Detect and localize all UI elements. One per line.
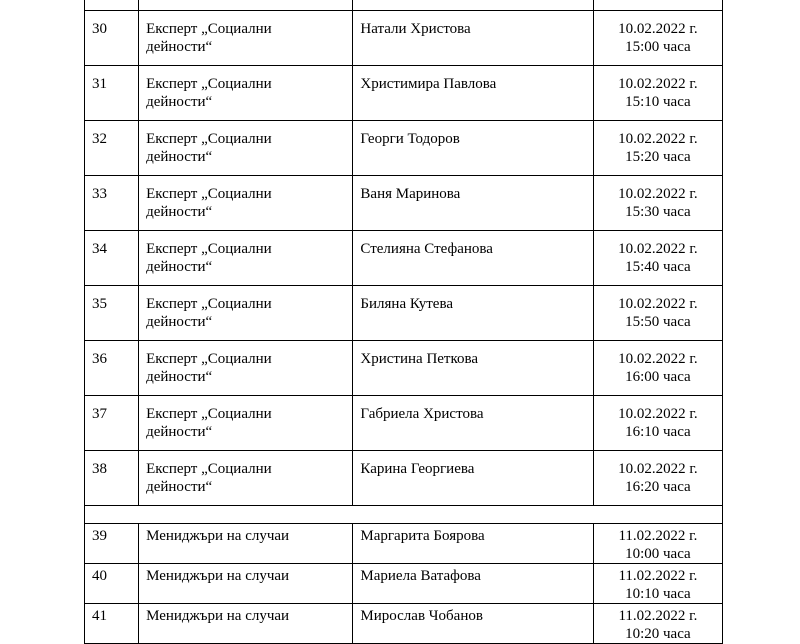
table-row-top-blank: [85, 0, 723, 11]
table-row: [85, 121, 723, 176]
interview-date: 10.02.2022 г.: [618, 406, 698, 422]
interview-time: 15:30 часа: [625, 204, 691, 220]
row-number: [85, 604, 139, 644]
row-number-text: 40: [92, 568, 107, 584]
candidate-name: [353, 286, 593, 341]
table-row: [85, 604, 723, 644]
interview-time: 16:20 часа: [625, 479, 691, 495]
interview-datetime: [593, 604, 722, 644]
position-line-1: Експерт „Социални: [146, 241, 272, 257]
position-line-1: Мениджъри на случаи: [146, 568, 290, 584]
position-cell: [139, 66, 353, 121]
position-line-2: дейности“: [146, 39, 213, 55]
row-number: [85, 524, 139, 564]
interview-date: 11.02.2022 г.: [618, 568, 698, 584]
interview-datetime: [593, 11, 722, 66]
interview-datetime: [593, 564, 722, 604]
position-cell: [139, 121, 353, 176]
position-cell: [139, 341, 353, 396]
candidate-name-text: Ваня Маринова: [360, 186, 461, 202]
table-row: [85, 451, 723, 506]
interview-date: 11.02.2022 г.: [618, 608, 698, 624]
candidate-name-text: Георги Тодоров: [360, 131, 460, 147]
candidate-name-text: Стелияна Стефанова: [360, 241, 493, 257]
table-row: [85, 341, 723, 396]
row-number-text: 38: [92, 461, 107, 477]
candidate-name-text: Мирослав Чобанов: [360, 608, 483, 624]
row-number-text: 41: [92, 608, 107, 624]
position-cell: [139, 604, 353, 644]
candidate-name: [353, 176, 593, 231]
position-line-1: Експерт „Социални: [146, 351, 272, 367]
interview-time: 10:00 часа: [625, 546, 691, 562]
row-number: [85, 11, 139, 66]
interview-time: 16:10 часа: [625, 424, 691, 440]
candidate-name: [353, 604, 593, 644]
position-cell: [139, 231, 353, 286]
interview-time: 15:00 часа: [625, 39, 691, 55]
candidate-name: [353, 564, 593, 604]
interview-datetime: [593, 176, 722, 231]
position-line-2: дейности“: [146, 424, 213, 440]
candidate-name-text: Биляна Кутева: [360, 296, 453, 312]
position-cell: [139, 286, 353, 341]
position-line-1: Експерт „Социални: [146, 21, 272, 37]
schedule-table-body: [85, 0, 723, 644]
table-row: [85, 231, 723, 286]
candidate-name: [353, 341, 593, 396]
position-line-1: Експерт „Социални: [146, 186, 272, 202]
row-number-text: 30: [92, 21, 107, 37]
candidate-name-text: Христимира Павлова: [360, 76, 497, 92]
interview-date: 10.02.2022 г.: [618, 351, 698, 367]
interview-time: 10:20 часа: [625, 626, 691, 642]
position-cell: [139, 11, 353, 66]
position-cell: [139, 524, 353, 564]
position-line-1: Експерт „Социални: [146, 76, 272, 92]
position-cell: [139, 396, 353, 451]
interview-date: 10.02.2022 г.: [618, 241, 698, 257]
interview-time: 10:10 часа: [625, 586, 691, 602]
interview-date: 11.02.2022 г.: [618, 528, 698, 544]
row-number-text: 36: [92, 351, 107, 367]
interview-time: 15:50 часа: [625, 314, 691, 330]
position-cell: [139, 564, 353, 604]
candidate-name: [353, 66, 593, 121]
position-line-2: дейности“: [146, 149, 213, 165]
interview-time: 16:00 часа: [625, 369, 691, 385]
interview-date: 10.02.2022 г.: [618, 461, 698, 477]
row-number-text: 35: [92, 296, 107, 312]
position-line-1: Мениджъри на случаи: [146, 608, 290, 624]
position-line-2: дейности“: [146, 369, 213, 385]
row-number-text: 34: [92, 241, 107, 257]
candidate-name: [353, 231, 593, 286]
row-number: [85, 341, 139, 396]
candidate-name-text: Мариела Ватафова: [360, 568, 481, 584]
interview-time: 15:10 часа: [625, 94, 691, 110]
table-row: [85, 286, 723, 341]
interview-datetime: [593, 524, 722, 564]
row-number-text: 32: [92, 131, 107, 147]
row-number-text: 33: [92, 186, 107, 202]
position-line-1: Експерт „Социални: [146, 406, 272, 422]
position-line-1: Експерт „Социални: [146, 296, 272, 312]
interview-date: 10.02.2022 г.: [618, 76, 698, 92]
position-line-2: дейности“: [146, 94, 213, 110]
candidate-name-text: Карина Георгиева: [360, 461, 475, 477]
position-line-2: дейности“: [146, 259, 213, 275]
interview-datetime: [593, 286, 722, 341]
row-number-text: 39: [92, 528, 107, 544]
table-row: [85, 11, 723, 66]
row-number: [85, 121, 139, 176]
row-number: [85, 396, 139, 451]
interview-datetime: [593, 341, 722, 396]
candidate-name: [353, 121, 593, 176]
position-line-1: Мениджъри на случаи: [146, 528, 290, 544]
interview-date: 10.02.2022 г.: [618, 131, 698, 147]
interview-date: 10.02.2022 г.: [618, 21, 698, 37]
section-separator-row: [85, 506, 723, 524]
candidate-name-text: Маргарита Боярова: [360, 528, 485, 544]
row-number: [85, 66, 139, 121]
row-number-text: 37: [92, 406, 107, 422]
interview-time: 15:40 часа: [625, 259, 691, 275]
interview-datetime: [593, 66, 722, 121]
interview-time: 15:20 часа: [625, 149, 691, 165]
candidate-name: [353, 396, 593, 451]
row-number: [85, 451, 139, 506]
interview-date: 10.02.2022 г.: [618, 296, 698, 312]
section-separator-cell: [85, 506, 723, 524]
table-row: [85, 564, 723, 604]
row-number: [85, 564, 139, 604]
candidate-name-text: Христина Петкова: [360, 351, 479, 367]
row-number: [85, 231, 139, 286]
candidate-name: [353, 524, 593, 564]
interview-datetime: [593, 451, 722, 506]
position-cell: [139, 176, 353, 231]
interview-datetime: [593, 396, 722, 451]
row-number-text: 31: [92, 76, 107, 92]
table-row: [85, 524, 723, 564]
interview-datetime: [593, 121, 722, 176]
position-line-2: дейности“: [146, 479, 213, 495]
position-line-2: дейности“: [146, 314, 213, 330]
candidate-name: [353, 451, 593, 506]
interview-datetime: [593, 231, 722, 286]
interview-date: 10.02.2022 г.: [618, 186, 698, 202]
position-line-1: Експерт „Социални: [146, 131, 272, 147]
candidate-name: [353, 11, 593, 66]
position-line-1: Експерт „Социални: [146, 461, 272, 477]
row-number: [85, 176, 139, 231]
position-line-2: дейности“: [146, 204, 213, 220]
table-row: [85, 396, 723, 451]
position-cell: [139, 451, 353, 506]
candidate-name-text: Натали Христова: [360, 21, 471, 37]
table-row: [85, 66, 723, 121]
candidate-name-text: Габриела Христова: [360, 406, 484, 422]
table-row: [85, 176, 723, 231]
schedule-table: [84, 0, 723, 644]
row-number: [85, 286, 139, 341]
